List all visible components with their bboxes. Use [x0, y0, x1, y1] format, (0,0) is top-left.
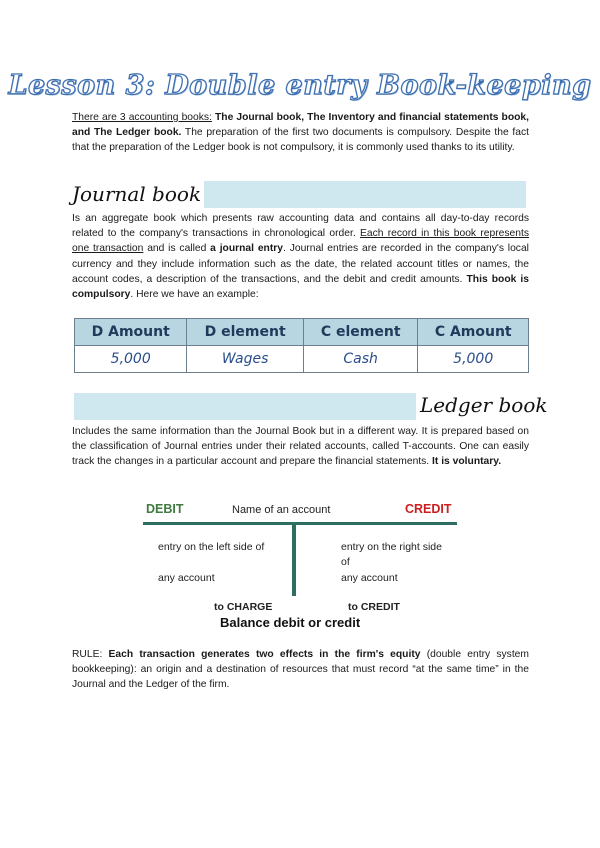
- journal-paragraph: [72, 211, 529, 302]
- ledger-heading: Ledger book: [420, 393, 548, 417]
- journal-table: [74, 318, 529, 373]
- t-account-right-any: any account: [341, 572, 398, 584]
- t-account-horizontal-bar: [143, 522, 457, 525]
- t-account-debit-label: DEBIT: [146, 502, 184, 516]
- journal-table-header: [75, 319, 529, 346]
- journal-compulsory-bold: This book is compulsory: [72, 273, 529, 301]
- t-account-right-entry: entry on the right side of: [341, 541, 442, 568]
- ledger-voluntary-bold: It is voluntary.: [432, 456, 502, 468]
- ledger-paragraph: [72, 424, 529, 470]
- cell-d-element: Wages: [187, 346, 303, 373]
- t-account-vertical-bar: [292, 523, 296, 596]
- cell-c-element: Cash: [303, 346, 418, 373]
- t-account-diagram: [140, 497, 460, 632]
- t-account-left-entry: entry on the left side of: [158, 541, 265, 553]
- intro-paragraph: [72, 110, 529, 156]
- intro-rest: The preparation of the first two documents is compulsory. Despite the fact that the preparation of the Ledger book is not compulsory, it is commonly used thanks to its utility.: [72, 127, 529, 154]
- t-account-balance: Balance debit or credit: [220, 615, 361, 630]
- t-account-left-any: any account: [158, 572, 215, 584]
- rule-bold: Each transaction generates two effects in the firm's equity: [108, 649, 421, 660]
- rule-paragraph: [72, 647, 529, 693]
- intro-bold: The Journal book, The Inventory and financial statements book, and The Ledger book.: [72, 112, 529, 139]
- journal-text-3: . Journal entries are recorded in the company's local currency and they include information such as the date, the related account titles or names, the account codes, a description of the transactions, and the debit and credit amounts.: [72, 243, 529, 285]
- header-c-element: C element: [303, 319, 418, 346]
- rule-rest: (double entry system bookkeeping): an origin and a destination of resources that must record “at the same time” in the Journal and the Ledger of the firm.: [72, 649, 529, 691]
- journal-text-4: . Here we have an example:: [130, 289, 259, 301]
- t-account-to-charge: to CHARGE: [214, 601, 273, 613]
- header-c-amount: C Amount: [418, 319, 529, 346]
- rule-label: RULE:: [72, 649, 103, 660]
- header-d-amount: D Amount: [75, 319, 187, 346]
- t-account-to-credit: to CREDIT: [348, 601, 400, 613]
- t-account-name-label: Name of an account: [232, 504, 331, 516]
- journal-underlined: Each record in this book represents one transaction: [72, 228, 529, 255]
- header-d-element: D element: [187, 319, 303, 346]
- table-row: [75, 346, 529, 373]
- cell-d-amount: 5,000: [75, 346, 187, 373]
- journal-entry-bold: a journal entry: [210, 243, 284, 255]
- journal-text-1: Is an aggregate book which presents raw accounting data and contains all day-to-day records related to the company's transactions in chronological order.: [72, 213, 529, 240]
- t-account-credit-label: CREDIT: [405, 502, 452, 516]
- journal-text-2: and is called: [147, 243, 207, 255]
- cell-c-amount: 5,000: [418, 346, 529, 373]
- intro-underlined: There are 3 accounting books:: [72, 112, 212, 123]
- journal-heading: Journal book: [72, 182, 202, 206]
- ledger-heading-band: [74, 393, 416, 420]
- ledger-text: Includes the same information than the Journal Book but in a different way. It is prepared based on the classification of Journal entries under their related accounts, called T-accounts. One can easily track the changes in a particular account and prepare the financial statements.: [72, 426, 529, 468]
- lesson-title: Lesson 3: Double entry Book-keeping: [8, 70, 592, 101]
- journal-heading-band: [204, 181, 526, 208]
